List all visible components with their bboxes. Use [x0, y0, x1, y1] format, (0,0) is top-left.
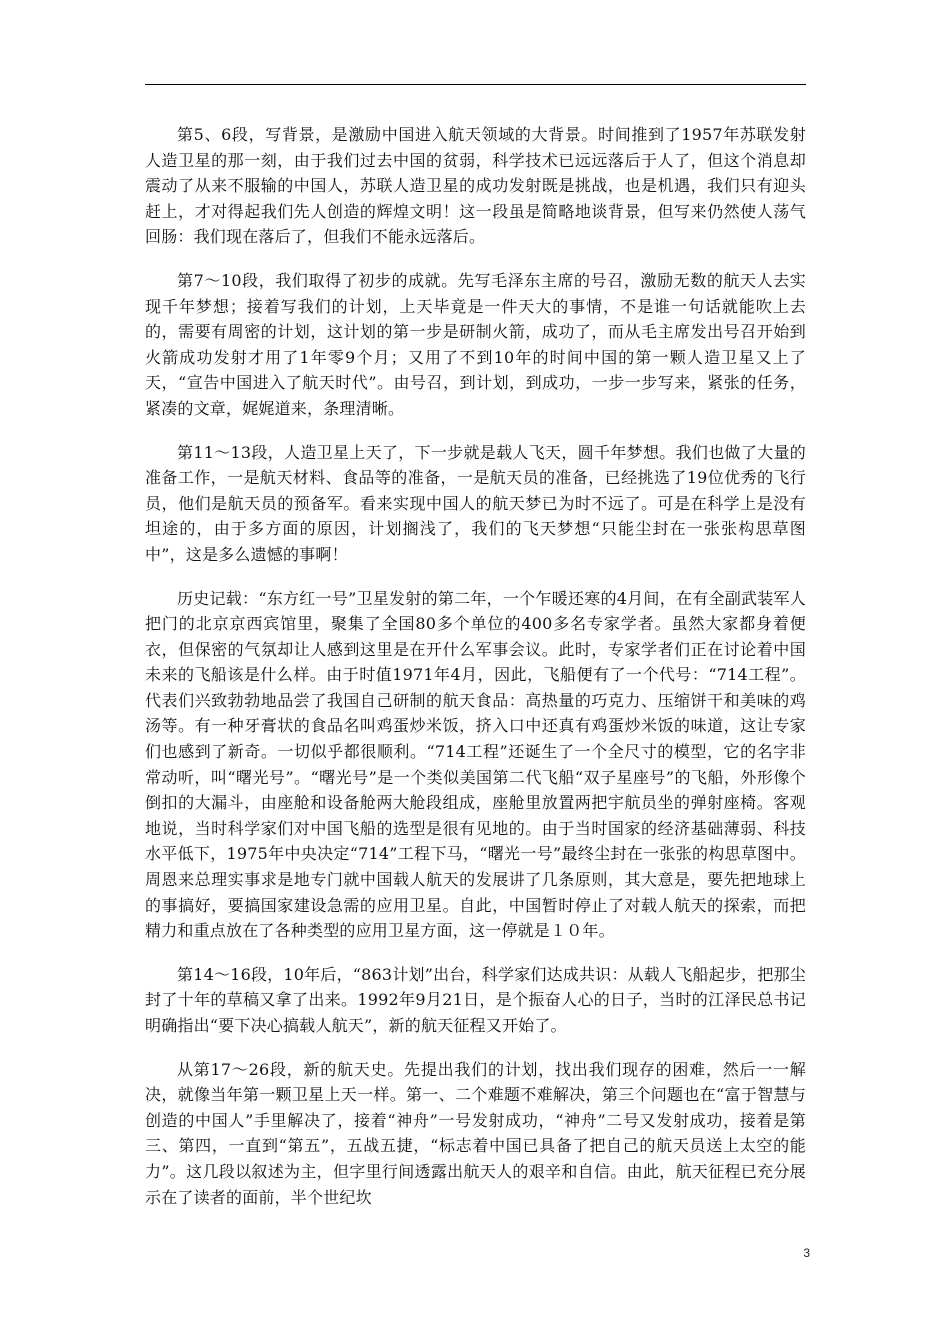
page-number: 3: [803, 1246, 810, 1260]
paragraph-2: 第7～10段，我们取得了初步的成就。先写毛泽东主席的号召，激励无数的航天人去实现千年梦想；接着写我们的计划，上天毕竟是一件天大的事情，不是谁一句话就能吹上去的，需要有周密的计划，这计划的第一步是研制火箭，成功了，而从毛主席发出号召开始到火箭成功发射才用了1年零9个月；又用了不到10年的时间中国的第一颗人造卫星又上了天，“宣告中国进入了航天时代”。由号召，到计划，到成功，一步一步写来，紧张的任务，紧凑的文章，娓娓道来，条理清晰。: [145, 270, 806, 418]
header-rule: [145, 84, 806, 85]
paragraph-1: 第5、6段，写背景，是激励中国进入航天领域的大背景。时间推到了1957年苏联发射人造卫星的那一刻，由于我们过去中国的贫弱，科学技术已远远落后于人了，但这个消息却震动了从来不服输的中国人，苏联人造卫星的成功发射既是挑战，也是机遇，我们只有迎头赶上，才对得起我们先人创造的辉煌文明！这一段虽是简略地谈背景，但写来仍然使人荡气回肠：我们现在落后了，但我们不能永远落后。: [145, 125, 806, 247]
paragraph-3: 第11～13段，人造卫星上天了，下一步就是载人飞天，圆千年梦想。我们也做了大量的准备工作，一是航天材料、食品等的准备，一是航天员的准备，已经挑选了19位优秀的飞行员，他们是航天员的预备军。看来实现中国人的航天梦已为时不远了。可是在科学上是没有坦途的，由于多方面的原因，计划搁浅了，我们的飞天梦想“只能尘封在一张张构思草图中”，这是多么遗憾的事啊！: [145, 442, 806, 564]
paragraph-5: 第14～16段，10年后，“863计划”出台，科学家们达成共识：从载人飞船起步，把那尘封了十年的草稿又拿了出来。1992年9月21日，是个振奋人心的日子，当时的江泽民总书记明确指出“要下决心搞载人航天”，新的航天征程又开始了。: [145, 964, 806, 1035]
paragraph-6: 从第17～26段，新的航天史。先提出我们的计划，找出我们现存的困难，然后一一解决，就像当年第一颗卫星上天一样。第一、二个难题不难解决，第三个问题也在“富于智慧与创造的中国人”手里解决了，接着“神舟”一号发射成功，“神舟”二号又发射成功，接着是第三、第四，一直到“第五”，五战五捷，“标志着中国已具备了把自己的航天员送上太空的能力”。这几段以叙述为主，但字里行间透露出航天人的艰辛和自信。由此，航天征程已充分展示在了读者的面前，半个世纪坎: [145, 1059, 806, 1207]
paragraph-4: 历史记载：“东方红一号”卫星发射的第二年，一个乍暖还寒的4月间，在有全副武装军人把门的北京京西宾馆里，聚集了全国80多个单位的400多名专家学者。虽然大家都身着便衣，但保密的气氛却让人感到这里是在开什么军事会议。此时，专家学者们正在讨论着中国未来的飞船该是什么样。由于时值1971年4月，因此，飞船便有了一个代号：“714工程”。代表们兴致勃勃地品尝了我国自己研制的航天食品：高热量的巧克力、压缩饼干和美味的鸡汤等。有一种牙膏状的食品名叫鸡蛋炒米饭，挤入口中还真有鸡蛋炒米饭的味道，这让专家们也感到了新奇。一切似乎都很顺利。“714工程”还诞生了一个全尺寸的模型，它的名字非常动听，叫“曙光号”。“曙光号”是一个类似美国第二代飞船“双子星座号”的飞船，外形像个倒扣的大漏斗，由座舱和设备舱两大舱段组成，座舱里放置两把宇航员坐的弹射座椅。客观地说，当时科学家们对中国飞船的选型是很有见地的。由于当时国家的经济基础薄弱、科技水平低下，1975年中央决定“714”工程下马，“曙光一号”最终尘封在一张张的构思草图中。周恩来总理实事求是地专门就中国载人航天的发展讲了几条原则，其大意是，要先把地球上的事搞好，要搞国家建设急需的应用卫星。自此，中国暂时停止了对载人航天的探索，而把精力和重点放在了各种类型的应用卫星方面，这一停就是１０年。: [145, 588, 806, 941]
document-body: [145, 122, 806, 1228]
